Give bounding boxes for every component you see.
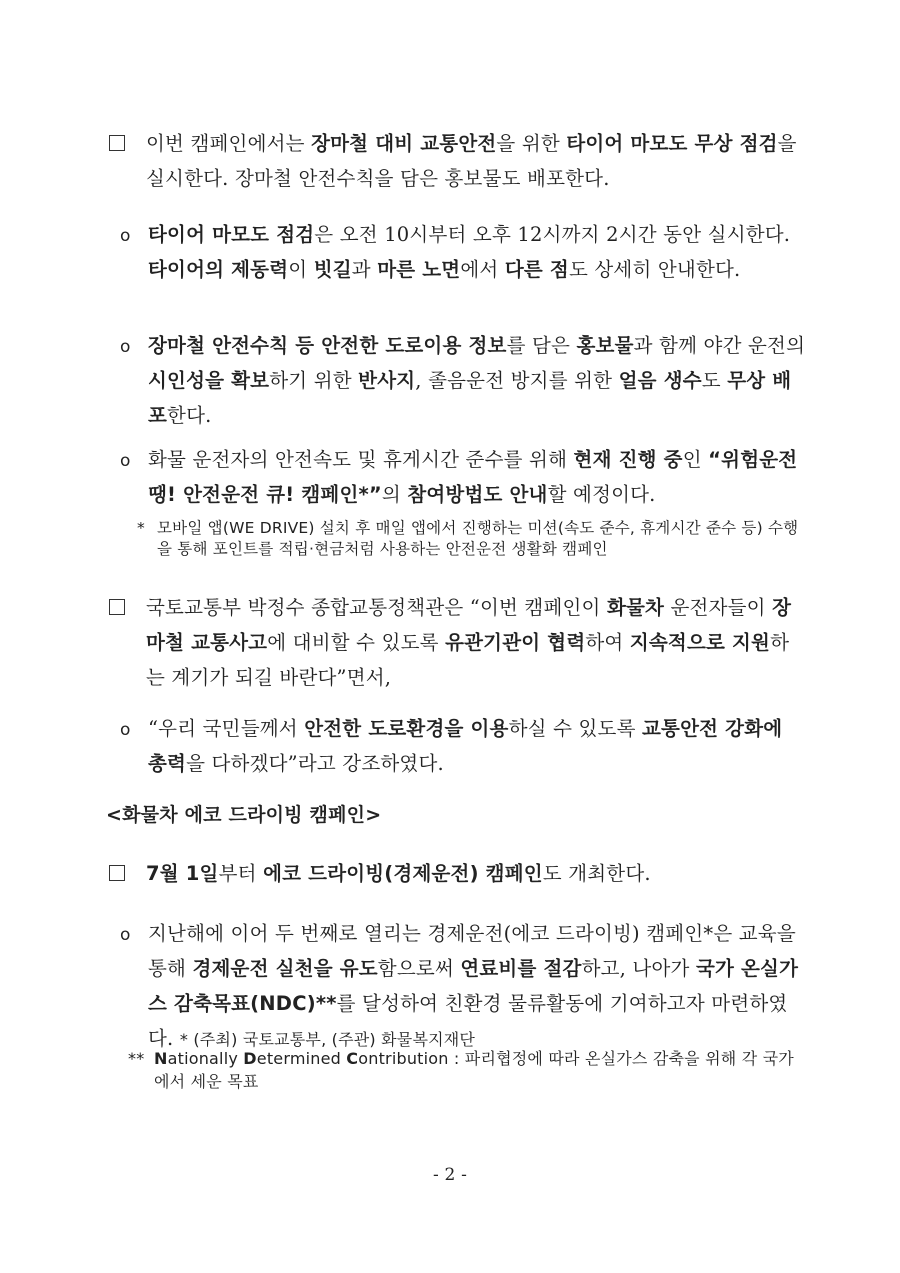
circle-bullet: ο [120,925,131,945]
paragraph-1: 이번 캠페인에서는 장마철 대비 교통안전을 위한 타이어 마모도 무상 점검을 실시한다. 장마철 안전수칙을 담은 홍보물도 배포한다. [106,126,806,196]
sub-item-3: ο 화물 운전자의 안전속도 및 휴게시간 준수를 위해 현재 진행 중인 “위험운전 땡! 안전운전 큐! 캠페인*”의 참여방법도 안내할 예정이다. [118,442,806,512]
circle-bullet: ο [120,226,131,246]
box-bullet [106,590,125,626]
page-number: - 2 - [432,1165,468,1185]
paragraph-3: 7월 1일부터 에코 드라이빙(경제운전) 캠페인도 개최한다. [106,856,806,891]
sub-item-5: ο 지난해에 이어 두 번째로 열리는 경제운전(에코 드라이빙) 캠페인*은 교육을 통해 경제운전 실천을 유도함으로써 연료비를 절감하고, 나아가 국가 온실가스 감축목표(NDC)**를 달성하여 친환경 물류활동에 기여하고자 마련하였다. * (주최) 국토교통부, (주관) 화물복지재단 [118,916,806,1057]
circle-bullet: ο [120,451,131,471]
sub-item-1: ο 타이어 마모도 점검은 오전 10시부터 오후 12시까지 2시간 동안 실시한다. 타이어의 제동력이 빗길과 마른 노면에서 다른 점도 상세히 안내한다. [118,217,806,287]
footnote-1: * 모바일 앱(WE DRIVE) 설치 후 매일 앱에서 진행하는 미션(속도 준수, 휴게시간 준수 등) 수행을 통해 포인트를 적립·현금처럼 사용하는 안전운전 생활화 캠페인 [137,519,799,558]
sub-item-4: ο “우리 국민들께서 안전한 도로환경을 이용하실 수 있도록 교통안전 강화에 총력을 다하겠다”라고 강조하였다. [118,711,806,781]
box-bullet [106,126,125,162]
sub-item-2: ο 장마철 안전수칙 등 안전한 도로이용 정보를 담은 홍보물과 함께 야간 운전의 시인성을 확보하기 위한 반사지, 졸음운전 방지를 위한 얼음 생수도 무상 배포한다. [118,328,806,433]
footnote-2: ** Nationally Determined Contribution : 파리협정에 따라 온실가스 감축을 위해 각 국가에서 세운 목표 [128,1049,794,1091]
circle-bullet: ο [120,720,131,740]
box-bullet [106,856,125,892]
paragraph-2: 국토교통부 박정수 종합교통정책관은 “이번 캠페인이 화물차 운전자들이 장마철 교통사고에 대비할 수 있도록 유관기관이 협력하여 지속적으로 지원하는 계기가 되길 바란다”면서, [106,590,806,695]
circle-bullet: ο [120,337,131,357]
section-heading: <화물차 에코 드라이빙 캠페인> [106,804,382,826]
